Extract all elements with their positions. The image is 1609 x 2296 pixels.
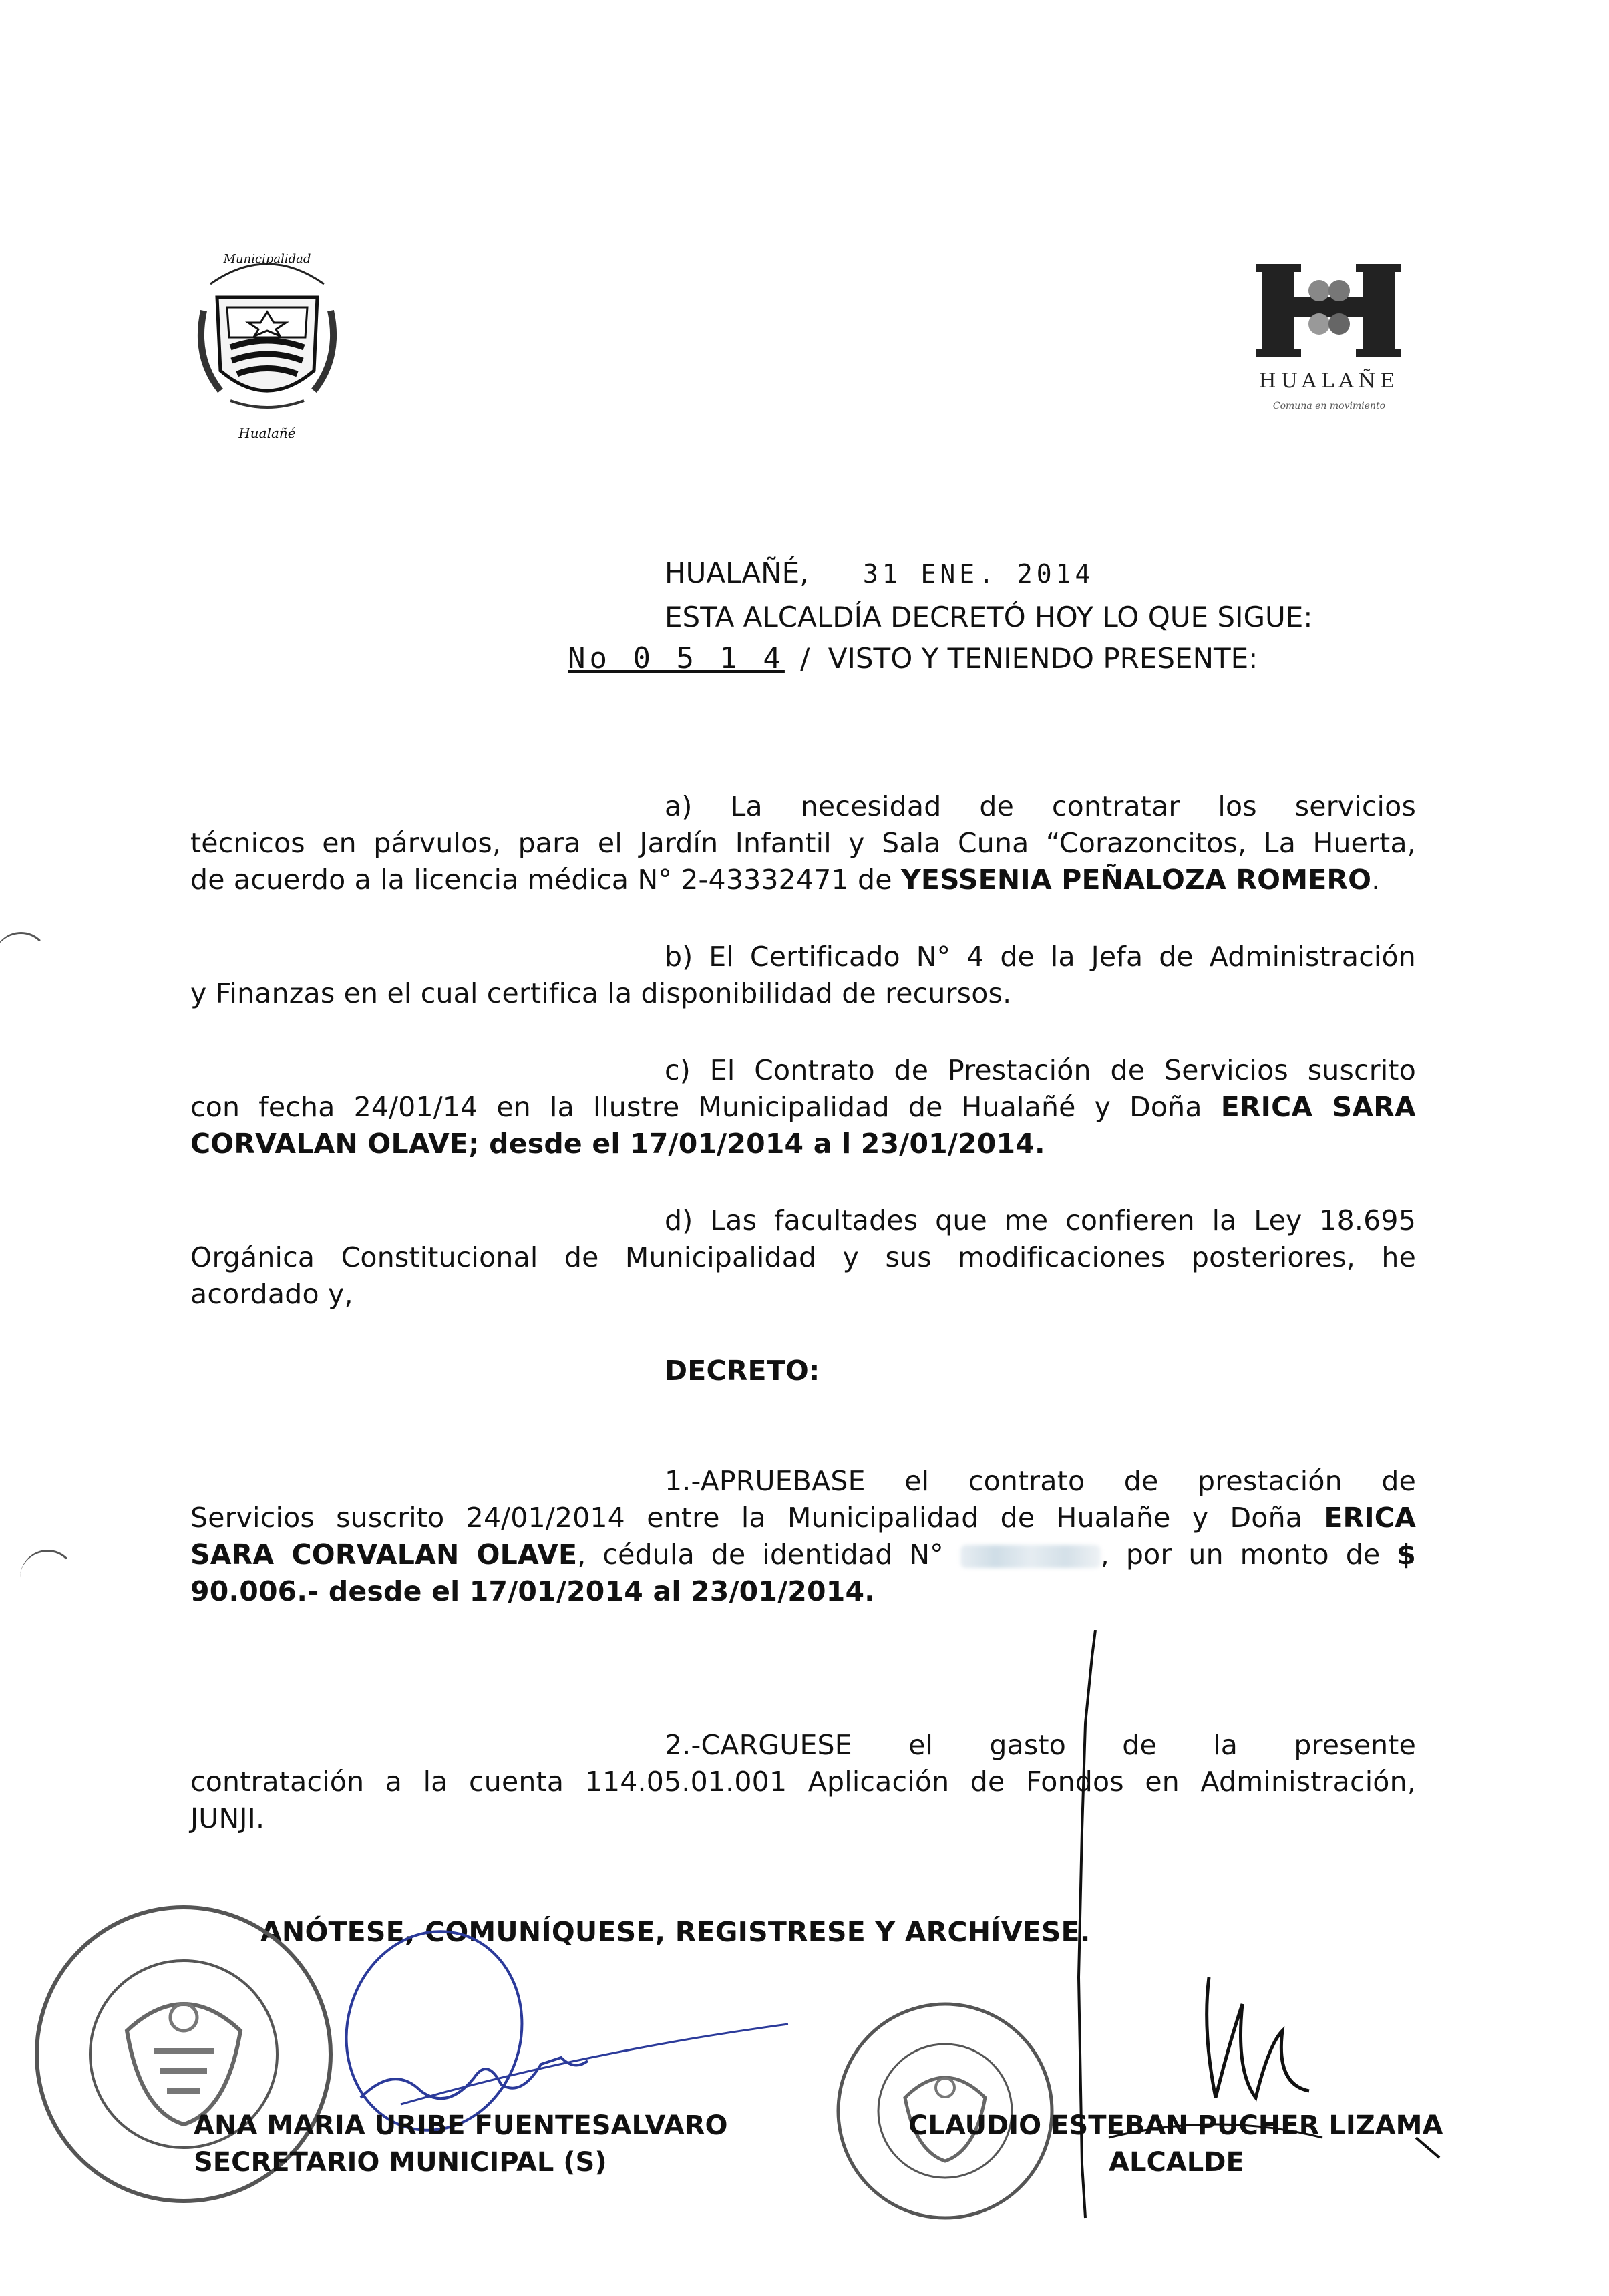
alcalde-name: CLAUDIO ESTEBAN PUCHER LIZAMA	[908, 2110, 1443, 2141]
municipal-crest-logo	[190, 237, 344, 451]
secretario-name: ANA MARIA URIBE FUENTESALVARO	[194, 2110, 728, 2141]
considerando-a-line3: de acuerdo a la licencia médica N° 2-43332471 de YESSENIA PEÑALOZA ROMERO.	[190, 864, 1381, 896]
considerando-b-first: b) El Certificado N° 4 de la Jefa de Administración	[665, 941, 1416, 973]
city-heading: HUALAÑÉ,	[665, 556, 809, 589]
articulo-1-first: 1.-APRUEBASE el contrato de prestación de	[665, 1465, 1416, 1497]
considerando-d-line3: acordado y,	[190, 1278, 353, 1310]
considerando-c-first: c) El Contrato de Prestación de Servicios suscrito	[665, 1054, 1416, 1086]
closing-formula: ANÓTESE, COMUNÍQUESE, REGISTRESE Y ARCHÍVESE.	[260, 1916, 1091, 1948]
punch-hole-mark	[0, 932, 49, 987]
crest-bottom-text: Hualañé	[238, 425, 296, 441]
punch-hole-mark	[20, 1550, 75, 1605]
considerando-a-line2: técnicos en párvulos, para el Jardín Infantil y Sala Cuna “Corazoncitos, La Huerta,	[190, 827, 1416, 859]
considerando-a-first: a) La necesidad de contratar los servicios	[665, 790, 1416, 822]
visto-heading: VISTO Y TENIENDO PRESENTE:	[828, 642, 1258, 675]
brand-tagline: Comuna en movimiento	[1272, 401, 1386, 412]
considerando-c-line2: con fecha 24/01/14 en la Ilustre Municipalidad de Hualañé y Doña ERICA SARA	[190, 1091, 1416, 1123]
considerando-d-first: d) Las facultades que me confieren la Ley 18.695	[665, 1204, 1416, 1237]
considerando-d-line2: Orgánica Constitucional de Municipalidad y sus modificaciones posteriores, he	[190, 1241, 1416, 1273]
articulo-2-line3: JUNJI.	[190, 1802, 265, 1834]
redacted-id-number	[960, 1545, 1101, 1568]
name-yessenia: YESSENIA PEÑALOZA ROMERO	[900, 864, 1372, 896]
articulo-1-line3: SARA CORVALAN OLAVE, cédula de identidad N° , por un monto de $	[190, 1538, 1417, 1571]
articulo-2-line2: contratación a la cuenta 114.05.01.001 Aplicación de Fondos en Administración,	[190, 1766, 1416, 1798]
alcalde-title: ALCALDE	[1109, 2147, 1244, 2178]
considerando-c-line3: CORVALAN OLAVE; desde el 17/01/2014 a l 23/01/2014.	[190, 1128, 1045, 1160]
date-stamp: 31 ENE. 2014	[862, 559, 1095, 589]
secretario-title: SECRETARIO MUNICIPAL (S)	[194, 2147, 607, 2178]
decree-number-stamp: No 0 5 1 4	[568, 641, 785, 675]
articulo-1-line2: Servicios suscrito 24/01/2014 entre la Municipalidad de Hualañe y Doña ERICA	[190, 1502, 1416, 1534]
brand-name: HUALAÑE	[1258, 369, 1400, 393]
decreto-title: DECRETO:	[665, 1355, 820, 1387]
considerando-b-line2: y Finanzas en el cual certifica la disponibilidad de recursos.	[190, 977, 1012, 1009]
articulo-1-line4: 90.006.- desde el 17/01/2014 al 23/01/2014.	[190, 1575, 875, 1607]
crest-top-text: Municipalidad	[223, 252, 311, 266]
articulo-2-first: 2.-CARGUESE el gasto de la presente	[665, 1729, 1416, 1761]
alcaldia-heading: ESTA ALCALDÍA DECRETÓ HOY LO QUE SIGUE:	[665, 601, 1313, 633]
hualane-brand-logo	[1256, 261, 1416, 428]
